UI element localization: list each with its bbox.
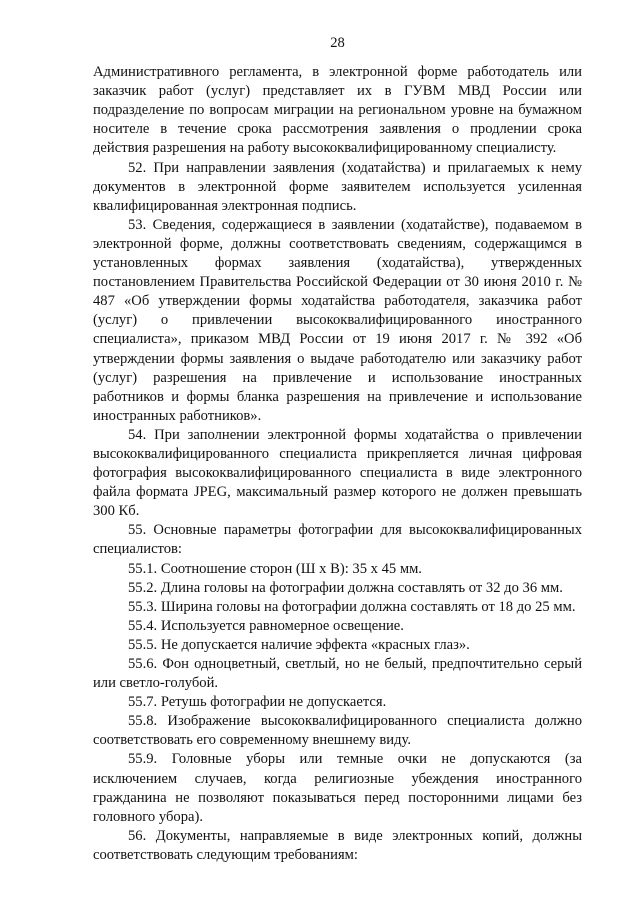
paragraph-55-4: 55.4. Используется равномерное освещение. <box>128 617 404 634</box>
paragraph-53: 53. Сведения, содержащиеся в заявлении (ходатайстве), подаваемом в электронной форме, должны соответствовать сведениям, содержащимся в установленных формах заявления (ходатайства), утвержденных постановлением Правительства Российской Федерации от 30 июня 2010 г. № 487 «Об утверждении формы ходатайства работодателя, заказчика работ (услуг) о привлечении высококвалифицированного иностранного специалиста», приказом МВД России от 19 июня 2017 г. № 392 «Об утверждении формы заявления о выдаче работодателю или заказчику работ (услуг) разрешения на привлечение и использование иностранных работников и формы бланка разрешения на привлечение и использование иностранных работников». <box>93 216 582 424</box>
paragraph-55-3: 55.3. Ширина головы на фотографии должна составлять от 18 до 25 мм. <box>128 598 576 615</box>
document-body <box>93 63 582 865</box>
paragraph-55-2: 55.2. Длина головы на фотографии должна составлять от 32 до 36 мм. <box>128 579 563 596</box>
paragraph-55-5: 55.5. Не допускается наличие эффекта «красных глаз». <box>128 636 470 653</box>
paragraph-56: 56. Документы, направляемые в виде электронных копий, должны соответствовать следующим требованиям: <box>93 827 582 863</box>
paragraph-0: Административного регламента, в электронной форме работодатель или заказчик работ (услуг) представляет их в ГУВМ МВД России или подразделение по вопросам миграции на региональном уровне на бумажном носителе в течение срока рассмотрения заявления о продлении срока действия разрешения на работу высококвалифицированному специалисту. <box>93 64 582 157</box>
paragraph-55: 55. Основные параметры фотографии для высококвалифицированных специалистов: <box>93 522 582 558</box>
paragraph-55-7: 55.7. Ретушь фотографии не допускается. <box>128 694 387 711</box>
paragraph-55-6: 55.6. Фон одноцветный, светлый, но не белый, предпочтительно серый или светло-голубой. <box>93 656 582 692</box>
paragraph-55-9: 55.9. Головные уборы или темные очки не допускаются (за исключением случаев, когда религиозные убеждения иностранного гражданина не позволяют показываться перед посторонними лицами без головного убора). <box>93 751 582 825</box>
paragraph-54: 54. При заполнении электронной формы ходатайства о привлечении высококвалифицированного специалиста прикрепляется личная цифровая фотография высококвалифицированного специалиста в виде электронного файла формата JPEG, максимальный размер которого не должен превышать 300 Кб. <box>93 426 582 520</box>
paragraph-52: 52. При направлении заявления (ходатайства) и прилагаемых к нему документов в электронной форме заявителем используется усиленная квалифицированная электронная подпись. <box>93 159 582 214</box>
paragraph-55-1: 55.1. Соотношение сторон (Ш х В): 35 х 45 мм. <box>128 560 422 577</box>
page-number: 28 <box>330 35 345 51</box>
paragraph-55-8: 55.8. Изображение высококвалифицированного специалиста должно соответствовать его современному внешнему виду. <box>93 713 582 749</box>
